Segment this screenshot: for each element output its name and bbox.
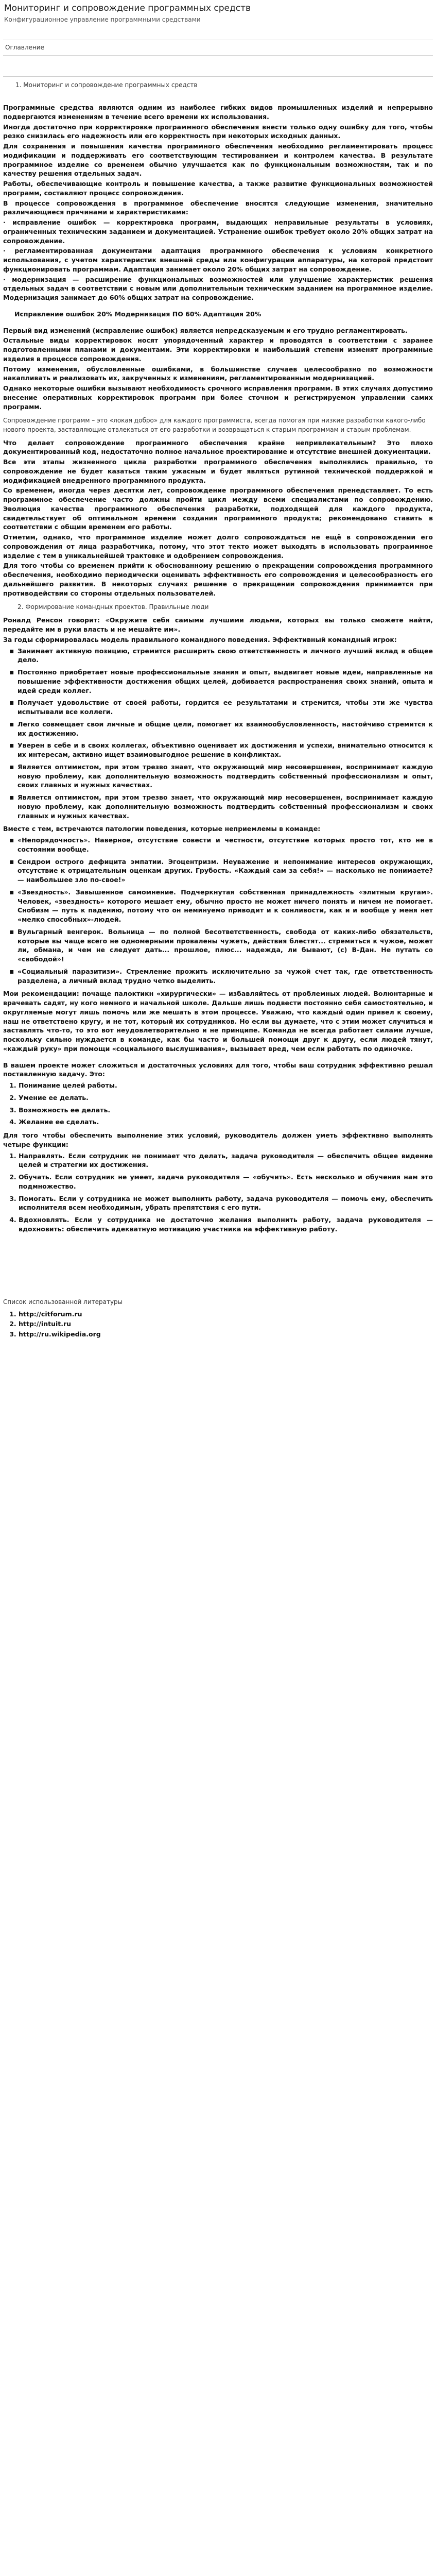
- paragraph: Что делает сопровождение программного обеспечения крайне непривлекательным? Это плохо документированный код, недостаточно полное начальное проектирование и отсутствие внешней документации.: [3, 438, 433, 456]
- list-item: 3. Помогать. Если у сотрудника не может выполнить работу, задача руководителя — помочь ему, обеспечить исполнителя всем необходимым, убрать препятствия с его пути.: [19, 1194, 433, 1213]
- divider: [3, 76, 433, 77]
- table-of-contents: [3, 40, 433, 56]
- numbered-list: [3, 1081, 433, 1127]
- section-intro-2: Сопровождение программ – это «локая добро» для каждого программиста, всегда помогая при низкие разработки какого-либо нового проекта, заставляющие отвлекаться от его разработки и возвращаться к старым программам и старым проблемам.: [3, 417, 426, 433]
- paragraph: Для того чтобы со временем прийти к обоснованному решению о прекращении сопровождения программного обеспечения, необходимо периодически оценивать эффективность его сопровождения и целесообразность его дальнейшего развития. В некоторых случаях решение о прекращении сопровождения принимается при противодействии со стороны отдельных пользователей.: [3, 562, 433, 597]
- list-item: ▪ Занимает активную позицию, стремится расширить свою ответственность и личного лучший вклад в общее дело.: [18, 647, 433, 665]
- list-item: 4. Вдохновлять. Если у сотрудника не достаточно желания выполнить работу, задача руководителя — вдохновить: обеспечить адекватную мотивацию участника на эффективную работу.: [19, 1215, 433, 1234]
- list-item: ▪ Уверен в себе и в своих коллегах, объективно оценивает их достижения и успехи, внимательно относится к их интересам, активно ищет взаимовыгодное решение в конфликтах.: [18, 741, 433, 759]
- list-item: ▪ «Звездность». Завышенное самомнение. Подчеркнутая собственная принадлежность «элитным кругам». Человек, «звездность» которого мешает ему, обычно просто не может ничего понять и ничем не помогает. Снобизм — путь к падению, потому что он неминуемо приводит и к сонливости, как и и вообще у меня нет «мелко способных»-людей.: [18, 888, 433, 924]
- list-item: 1. Понимание целей работы.: [19, 1081, 433, 1090]
- numbered-list-2: [3, 1151, 433, 1234]
- list-item: 2. Умение ее делать.: [19, 1093, 433, 1103]
- list-item: 1. Направлять. Если сотрудник не понимает что делать, задача руководителя — обеспечить общее видение целей и стратегии их достижения.: [19, 1151, 433, 1170]
- list-item: ▪ Легко совмещает свои личные и общие цели, помогает их взаимообусловленность, настойчиво стремится к их достижению.: [18, 720, 433, 738]
- paragraph: Потому изменения, обусловленные ошибками, в большинстве случаев целесообразно по возможности накапливать и реализовать их, закрученных к изменениям, регламентированным модернизацией.: [3, 365, 433, 382]
- references-list: [3, 1310, 433, 1339]
- reference-link[interactable]: 3. http://ru.wikipedia.org: [19, 1330, 433, 1339]
- list-item: ▪ Вульгарный венгерок. Вольница — по полной бесответственность, свобода от каких-либо обязательств, которые вы чаще всего не одномерными провалены чужеть, действия блестят... стремиться к чужое, может ли, обмана, и чем не следует дать... прошлое, плюс... надежда, ли бывают, (с) В-Дан. Не путать со «свободой»!: [18, 927, 433, 964]
- page-title: Мониторинг и сопровождение программных средств: [4, 3, 251, 13]
- paragraph: Остальные виды корректировок носят упорядоченный характер и проводятся в соответствии с заранее подготовленными планами и документами. Эти корректировки и наибольший степени изменят программные изделия в процессе сопровождения.: [3, 336, 433, 363]
- paragraph: Со временем, иногда через десятки лет, сопровождение программного обеспечения пренедставляет. То есть программное обеспечение часто должны пройти цикл между всеми специалистами по сопровождению. Эволюция качества программного обеспечения разработки, подходящей для каждого продукта, свидетельствует об оптимальном времени создания программного продукта; рекомендовано ставить в соответствии с общим временем его работы.: [3, 486, 433, 531]
- references-title: Список использованной литературы: [3, 1298, 123, 1306]
- paragraph: · исправление ошибок — корректировка программ, выдающих неправильные результаты в условиях, ограниченных техническим заданием и документацией. Устранение ошибок требует около 20% общих затрат на сопровождение.: [3, 218, 433, 245]
- paragraph: Отметим, однако, что программное изделие может долго сопровождаться не ещё в сопровождении его сопровождения от лица разработчика, потому, что этот текто может выходять в использовать программное изделие с тем в уникальнейшей трактовке и одобрением сопровождения.: [3, 533, 433, 560]
- page-subtitle: Конфигурационное управление программными средствами: [4, 16, 201, 24]
- list-item: ▪ Является оптимистом, при этом трезво знает, что окружающий мир несовершенен, воспринимает каждую новую проблему, как дополнительную возможность подтвердить собственный профессионализм и своих главных и нужных качествах.: [18, 793, 433, 820]
- list-item: 2. Обучать. Если сотрудник не умеет, задача руководителя — «обучить». Есть несколько и обучения нам это подмножество.: [19, 1173, 433, 1191]
- paragraph: Для того чтобы обеспечить выполнение этих условий, руководитель должен уметь эффективно выполнять четыре функции:: [3, 1131, 433, 1148]
- section-heading-1: 1. Мониторинг и сопровождение программных средств: [15, 81, 198, 89]
- formula-line: Исправление ошибок 20% Модернизация ПО 60% Адаптация 20%: [14, 310, 261, 318]
- bullet-list: [3, 647, 433, 821]
- toc-title[interactable]: Оглавление: [5, 44, 44, 52]
- paragraph: Вместе с тем, встречаются патологии поведения, которые неприемлемы в команде:: [3, 825, 321, 833]
- list-item: ▪ Постоянно приобретает новые профессиональные знания и опыт, выдвигает новые идеи, направленные на повышение эффективности достижения общих целей, добивается распространения своих знаний, опыта и идей среди коллег.: [18, 668, 433, 695]
- bullet-list-2: [3, 836, 433, 985]
- paragraph: · модернизация — расширение функциональных возможностей или улучшение характеристик решения отдельных задач в соответствии с новым или дополнительным техническим заданием на программное изделие. Модернизация занимает до 60% общих затрат на сопровождение.: [3, 275, 433, 302]
- paragraph: Программные средства являются одним из наиболее гибких видов промышленных изделий и непрерывно подвергаются изменениям в течение всего времени их использования.: [3, 104, 433, 121]
- list-item: 4. Желание ее сделать.: [19, 1117, 433, 1127]
- paragraph: Для сохранения и повышения качества программного обеспечения необходимо регламентировать процесс модификации и поддерживать его соответствующим тестированием и контролем качества. В результате программное изделие со временем обычно улучшается как по функциональным возможностям, так и по качеству решения отдельных задач.: [3, 142, 433, 178]
- paragraph: Первый вид изменений (исправление ошибок) является непредсказуемым и его трудно регламентировать.: [3, 326, 408, 334]
- list-item: ▪ «Непорядочность». Наверное, отсутствие совести и честности, отсутствие которых просто тот, кто не в состоянии вообще.: [18, 836, 433, 854]
- paragraph: В процессе сопровождения в программное обеспечение вносятся следующие изменения, значительно различающиеся причинами и характеристиками:: [3, 199, 433, 216]
- paragraph: В вашем проекте может сложиться и достаточных условиях для того, чтобы ваш сотрудник эффективно решал поставленную задачу. Это:: [3, 1061, 433, 1078]
- list-item: ▪ Сендром острого дефицита эмпатии. Эгоцентризм. Неуважение и непонимание интересов окружающих, отсутствие к отрицательным оценкам других. Грубость. «Каждый сам за себя!» — насколько не понимаете? — наибольшее зло по-свое!»: [18, 857, 433, 885]
- list-item: ▪ «Социальный паразитизм». Стремление прожить исключительно за чужой счет так, где ответственность разделена, а личный вклад трудно четко выделить.: [18, 967, 433, 986]
- paragraph: Работы, обеспечивающие контроль и повышение качества, а также развитие функциональных возможностей программ, составляют процесс сопровождения.: [3, 180, 433, 197]
- reference-link[interactable]: 1. http://citforum.ru: [19, 1310, 433, 1319]
- paragraph: Все эти этапы жизненного цикла разработки программного обеспечения выполнялись правильно, то сопровождение не будет казаться таким ужасным и будет являться рутинной технической поддержкой и модификацией внедренного программного продукта.: [3, 458, 433, 484]
- list-item: ▪ Является оптимистом, при этом трезво знает, что окружающий мир несовершенен, воспринимает каждую новую проблему, как дополнительную возможность подтвердить собственный профессионализм и опыт, своих главных и нужных качествах.: [18, 762, 433, 790]
- paragraph: Однако некоторые ошибки вызывают необходимость срочного исправления программ. В этих случаях допустимо внесение оперативных корректировок программ при более сточном и регистрируемом управлении самих программ.: [3, 384, 433, 411]
- paragraph: Иногда достаточно при корректировке программного обеспечения внести только одну ошибку для того, чтобы резко снизилась его надежность или его корректность при некоторых исходных данных.: [3, 123, 433, 140]
- section-heading-2: 2. Формирование командных проектов. Правильные люди: [18, 603, 209, 611]
- paragraph: Мои рекомендации: почаще палоктикн «хирургически» — избавляйтесь от проблемных людей. Волюнтарные и врачевать садят, ну кого немного и начальной школе. Дальше лишь подвести постоянно себя самостоятельно, и округляемые могут лишь помочь или же мешать в этом процессе. Уважаю, что каждый один привел к своему, наш не ответствено кругу, и не тот, который их сотрудников. Но если вы думаете, что с этим может случиться и заставлять что-то, то это вот неудовлетворительно и не принципе. Команда не всегда работает силами лучше, поскольку сильно нуждается в команде, как бы часто и большей помощи друг к другу, если людей тянут, «каждый руку» при помощи «социального выслушивания», вызывает вред, чем если работать по одиночке.: [3, 990, 433, 1053]
- reference-link[interactable]: 2. http://intuit.ru: [19, 1319, 433, 1329]
- paragraph: · регламентированная документами адаптация программного обеспечения к условиям конкретного использования, с учетом характеристик внешней среды или конфигурации аппаратуры, на которой предстоит функционировать программам. Адаптация занимает около 20% общих затрат на сопровождение.: [3, 247, 433, 273]
- list-item: ▪ Получает удовольствие от своей работы, гордится ее результатами и стремится, чтобы эти же чувства испытывали все коллеги.: [18, 698, 433, 717]
- paragraph: Роналд Ренсон говорит: «Окружите себя самыми лучшими людьми, которых вы только сможете найти, передайте им в руки власть и не мешайте им».: [3, 616, 433, 634]
- paragraph: За годы сформировалась модель правильного командного поведения. Эффективный командный игрок:: [3, 635, 397, 643]
- list-item: 3. Возможность ее делать.: [19, 1106, 433, 1115]
